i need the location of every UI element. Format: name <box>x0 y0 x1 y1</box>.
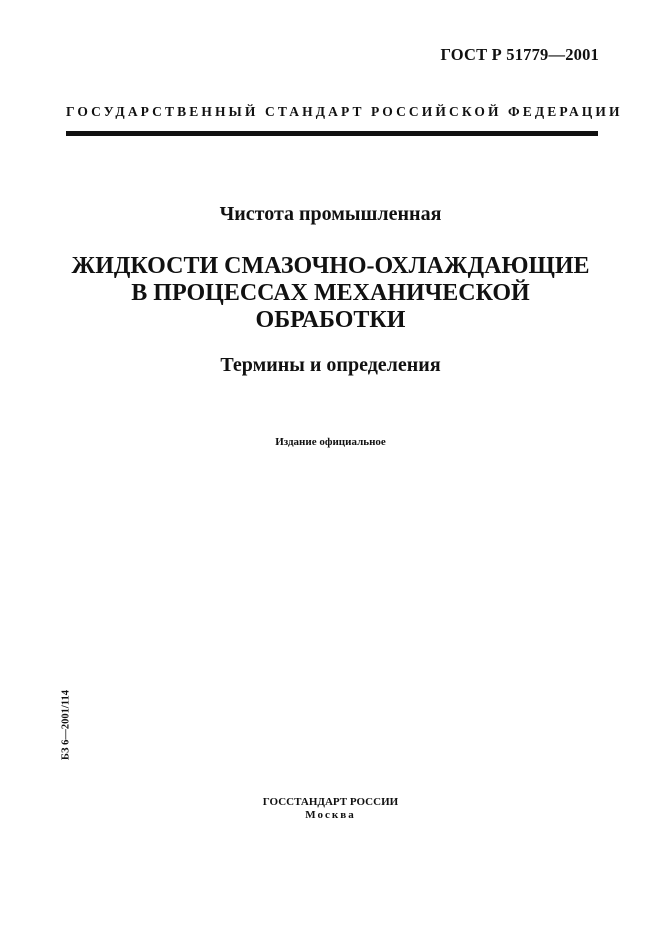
document-terms-heading: Термины и определения <box>220 354 441 376</box>
main-title-line: ЖИДКОСТИ СМАЗОЧНО-ОХЛАЖДАЮЩИЕ <box>71 253 590 279</box>
document-number: ГОСТ Р 51779—2001 <box>440 45 599 64</box>
publisher-name: ГОССТАНДАРТ РОССИИ <box>262 796 399 808</box>
state-standard-heading: ГОСУДАРСТВЕННЫЙ СТАНДАРТ РОССИЙСКОЙ ФЕДЕРАЦИИ <box>66 104 623 119</box>
main-title-line: В ПРОЦЕССАХ МЕХАНИЧЕСКОЙ <box>131 280 530 306</box>
header-rule <box>66 131 598 136</box>
document-subtitle: Чистота промышленная <box>219 203 442 225</box>
side-registration-code: БЗ 6—2001/114 <box>60 690 72 760</box>
edition-label: Издание официальное <box>275 436 386 448</box>
document-main-title <box>0 253 661 334</box>
publisher-city: Москва <box>305 809 356 821</box>
main-title-line: ОБРАБОТКИ <box>255 307 406 333</box>
